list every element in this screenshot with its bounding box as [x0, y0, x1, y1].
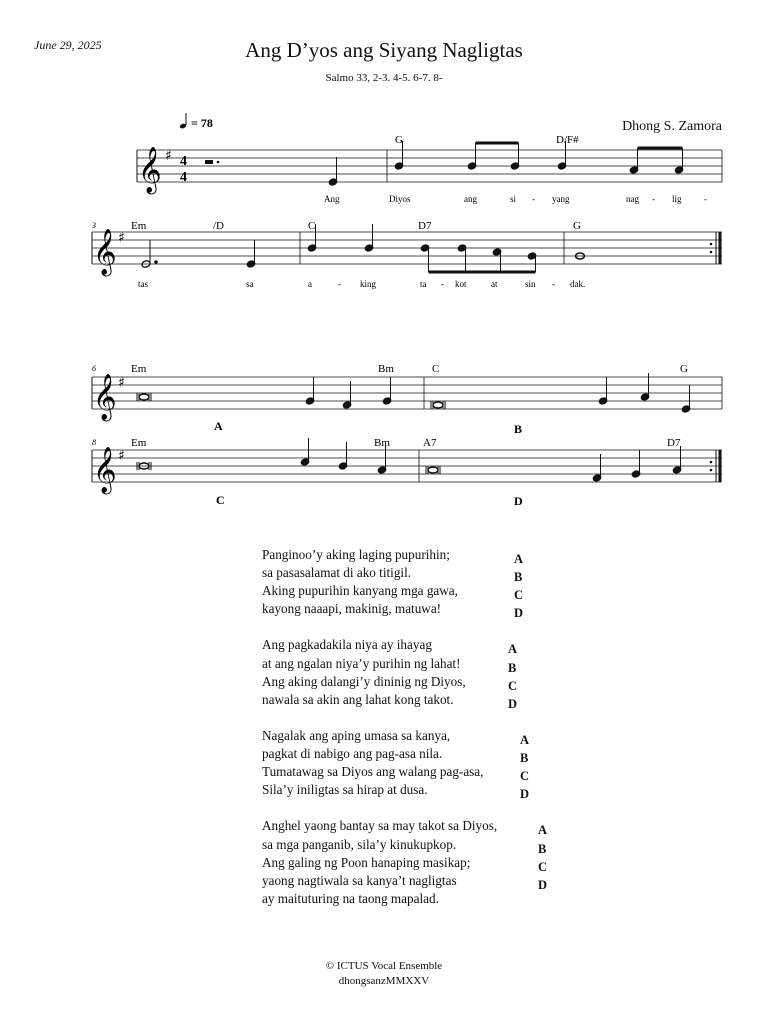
lyric-syllable: - [338, 279, 341, 289]
verse-line [262, 854, 548, 874]
key-signature-sharp: ♯ [118, 230, 125, 246]
lyric-syllable: kot [455, 279, 467, 289]
tempo-note-icon [179, 113, 187, 129]
chord: /D [213, 220, 224, 232]
chord: G [573, 220, 581, 232]
verse-text: kayong naaapi, makinig, matuwa! [262, 601, 442, 617]
tone-mark: B [514, 570, 523, 585]
verse-line [262, 890, 497, 908]
chord: Bm [378, 363, 394, 375]
verse-line [262, 564, 523, 585]
tone-mark: D [520, 787, 530, 802]
lyric-syllable: yang [552, 194, 570, 204]
tempo-value: = 78 [191, 116, 213, 130]
verse-text: Panginoo’y aking laging pupurihin; [262, 547, 450, 562]
verse-line [262, 763, 530, 784]
verse-text: Nagalak ang aping umasa sa kanya, [262, 727, 451, 743]
psalm-verses [262, 546, 548, 926]
lyric-syllable: Diyos [389, 194, 411, 204]
lyric-syllable: dak. [570, 279, 586, 289]
verse-line [262, 781, 530, 802]
section-label: A [214, 419, 223, 433]
verse-line [262, 836, 547, 856]
lyric-syllable: sa [246, 279, 254, 289]
tone-mark: C [520, 769, 530, 784]
treble-clef-icon: 𝄞 [93, 374, 117, 420]
staff-system-2 [92, 232, 722, 264]
tone-mark: A [514, 552, 524, 566]
lyric-syllable: sin [525, 279, 536, 289]
chord: D/F# [556, 134, 579, 146]
half-rest [205, 160, 213, 164]
verse-text: Tumatawag sa Diyos ang walang pag-asa, [262, 764, 484, 780]
verse-line [262, 691, 518, 711]
lyric-syllable: - [652, 194, 655, 204]
stanza-4 [262, 817, 548, 907]
verse-line [262, 727, 530, 747]
verse-line [262, 600, 524, 621]
measure-number: 8 [92, 438, 96, 447]
verse-text: at ang ngalan niya’y purihin ng lahat! [262, 655, 461, 671]
date: June 29, 2025 [34, 38, 102, 52]
copyright: © ICTUS Vocal Ensemble [325, 960, 443, 972]
key-signature-sharp: ♯ [118, 375, 125, 391]
verse-text: pagkat di nabigo ang pag-asa nila. [262, 746, 443, 762]
verse-line [262, 872, 548, 892]
verse-text: sa pasasalamat di ako titigil. [262, 565, 412, 581]
chord: C [308, 220, 316, 232]
tone-mark: C [538, 859, 548, 874]
lyric-syllable: at [491, 279, 498, 289]
verse-text: Aking pupurihin kanyang mga gawa, [262, 583, 458, 599]
lyric-syllable: tas [138, 279, 148, 289]
chord: Em [131, 363, 147, 375]
chord: C [432, 363, 440, 375]
treble-clef-icon: 𝄞 [93, 447, 117, 493]
treble-clef-icon: 𝄞 [138, 147, 162, 193]
signature: dhongsanzMMXXV [338, 975, 430, 987]
lyric-syllable: - [552, 279, 555, 289]
lyric-syllable: ang [464, 194, 477, 204]
verse-text: ay maituturing na taong mapalad. [262, 890, 439, 906]
verse-text: Ang galing ng Poon hanaping masikap; [262, 854, 471, 870]
time-signature-bottom: 4 [180, 170, 187, 185]
lyric-syllable: king [360, 279, 377, 289]
tone-mark: A [520, 732, 530, 747]
verse-line [262, 546, 524, 566]
psalm-reference: Salmo 33, 2-3. 4-5. 6-7. 8- [325, 72, 443, 84]
lyric-syllable: si [510, 194, 517, 204]
section-label: D [514, 494, 523, 508]
verse-line [262, 582, 524, 603]
verse-text: Anghel yaong bantay sa may takot sa Diyos, [262, 818, 498, 834]
staff-system-1 [137, 150, 722, 182]
section-label: B [514, 422, 523, 436]
tone-mark: A [538, 823, 548, 838]
verse-line [262, 817, 548, 838]
verse-line [262, 745, 529, 766]
notes-system-4 [137, 438, 682, 482]
verse-text: Ang pagkadakila niya ay ihayag [262, 637, 432, 653]
chord: Em [131, 437, 147, 449]
stanza-1 [262, 546, 524, 621]
stanza-3 [262, 727, 530, 802]
chord: Bm [374, 437, 390, 449]
stanza-2 [262, 636, 518, 711]
chord: D7 [667, 437, 681, 449]
lyric-syllable: - [441, 279, 444, 289]
verse-line [262, 636, 518, 657]
verse-line [262, 673, 518, 693]
tone-mark: D [538, 877, 548, 892]
lyric-syllable: - [704, 194, 707, 204]
staff-system-4 [92, 450, 722, 482]
lyric-syllable: lig [672, 194, 682, 204]
tone-mark: B [508, 660, 517, 675]
verse-text: nawala sa akin ang lahat kong takot. [262, 691, 454, 707]
tone-mark: D [514, 606, 524, 621]
time-signature-top: 4 [180, 154, 187, 169]
chord: A7 [423, 437, 437, 449]
lyric-syllable: Ang [324, 194, 340, 204]
staff-system-3 [92, 377, 722, 409]
verse-text: Ang aking dalangi’y dininig ng Diyos, [262, 673, 466, 689]
lyric-syllable: a [308, 279, 312, 289]
tone-mark: D [508, 696, 518, 711]
composer: Dhong S. Zamora [622, 119, 722, 134]
tone-mark: A [508, 642, 518, 657]
chord: D7 [418, 220, 432, 232]
verse-line [262, 655, 517, 675]
section-label: C [216, 493, 225, 507]
tone-mark: B [520, 751, 529, 766]
tone-mark: C [508, 678, 518, 693]
chord: G [395, 134, 403, 146]
lyric-syllable: nag [626, 194, 639, 204]
lyric-syllable: ta [420, 279, 427, 289]
key-signature-sharp: ♯ [165, 148, 172, 164]
verse-text: sa mga panganib, sila’y kinukupkop. [262, 836, 457, 852]
measure-number: 6 [92, 364, 96, 373]
key-signature-sharp: ♯ [118, 448, 125, 464]
chord: Em [131, 220, 147, 232]
treble-clef-icon: 𝄞 [93, 229, 117, 275]
notes-system-1 [328, 141, 684, 186]
verse-text: yaong nagtiwala sa kanya’t nagligtas [262, 872, 457, 888]
measure-number: 3 [92, 221, 96, 230]
song-title: Ang D’yos ang Siyang Nagligtas [245, 38, 523, 62]
chord: G [680, 363, 688, 375]
tone-mark: B [538, 841, 547, 856]
footer [0, 959, 768, 989]
tone-mark: C [514, 588, 524, 603]
lyric-syllable: - [532, 194, 535, 204]
verse-text: Sila’y iniligtas sa hirap at dusa. [262, 782, 428, 798]
